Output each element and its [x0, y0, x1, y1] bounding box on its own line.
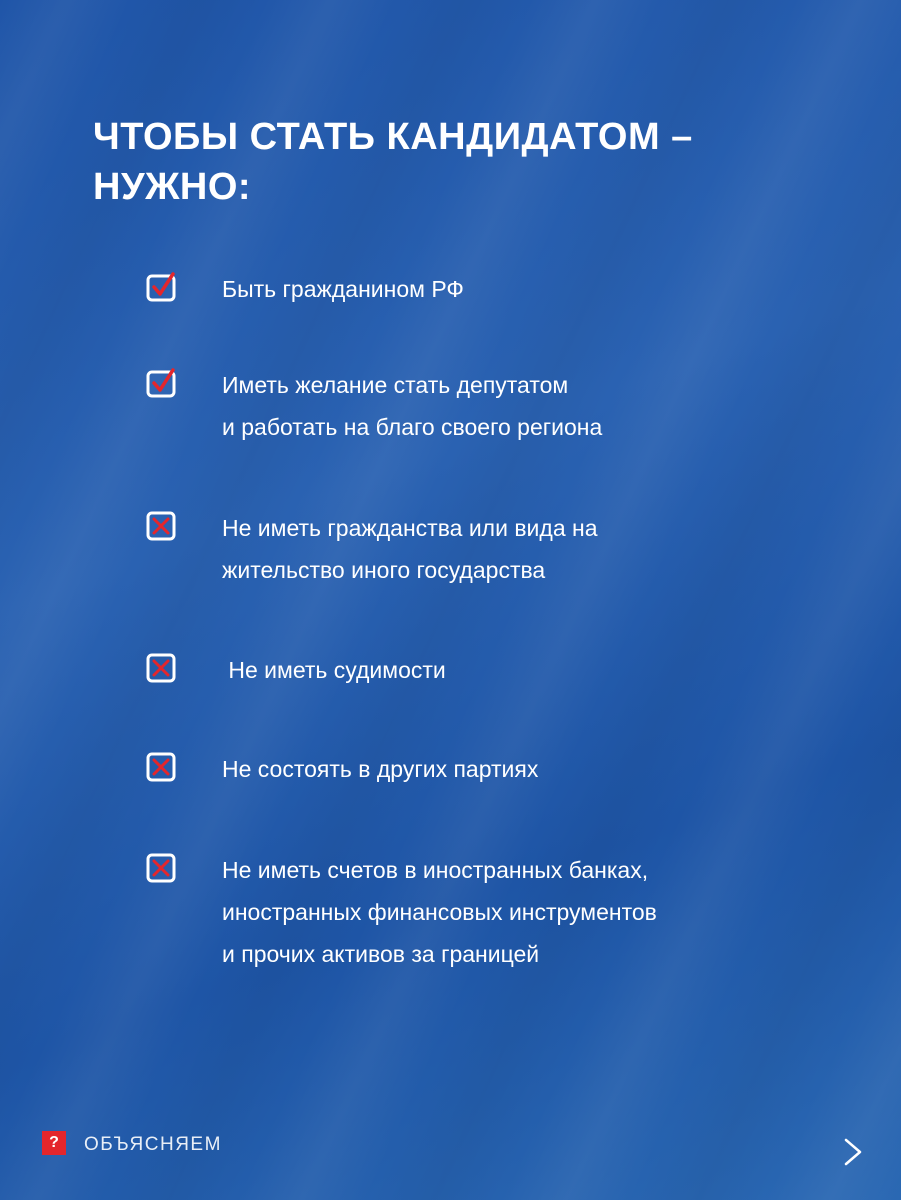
requirement-line: Иметь желание стать депутатом — [222, 372, 569, 398]
requirement-text — [222, 268, 802, 310]
title-line-1: ЧТОБЫ СТАТЬ КАНДИДАТОМ – — [93, 116, 693, 158]
requirement-text — [222, 507, 802, 591]
requirement-line: Быть гражданином РФ — [222, 276, 464, 302]
requirement-line: Не иметь гражданства или вида на — [222, 515, 598, 541]
checkmark-icon — [146, 368, 176, 398]
requirement-line: жительство иного государства — [222, 557, 546, 583]
page-title — [93, 112, 813, 212]
requirement-line: и работать на благо своего региона — [222, 414, 603, 440]
requirement-text — [222, 364, 802, 448]
requirement-line: Не иметь судимости — [222, 657, 446, 683]
requirement-line: и прочих активов за границей — [222, 941, 540, 967]
brand-logo-icon: ? — [42, 1131, 66, 1155]
cross-icon — [146, 653, 176, 683]
requirement-text — [222, 649, 802, 691]
title-line-2: НУЖНО: — [93, 166, 252, 208]
requirement-line: иностранных финансовых инструментов — [222, 899, 657, 925]
next-arrow-icon[interactable] — [670, 1136, 864, 1168]
brand-label: ОБЪЯСНЯЕМ — [84, 1134, 222, 1155]
checkmark-icon — [146, 272, 176, 302]
requirement-text — [222, 849, 802, 975]
cross-icon — [146, 853, 176, 883]
cross-icon — [146, 511, 176, 541]
cross-icon — [146, 752, 176, 782]
requirement-line: Не иметь счетов в иностранных банках, — [222, 857, 649, 883]
requirement-text — [222, 748, 802, 790]
requirement-line: Не состоять в других партиях — [222, 756, 539, 782]
